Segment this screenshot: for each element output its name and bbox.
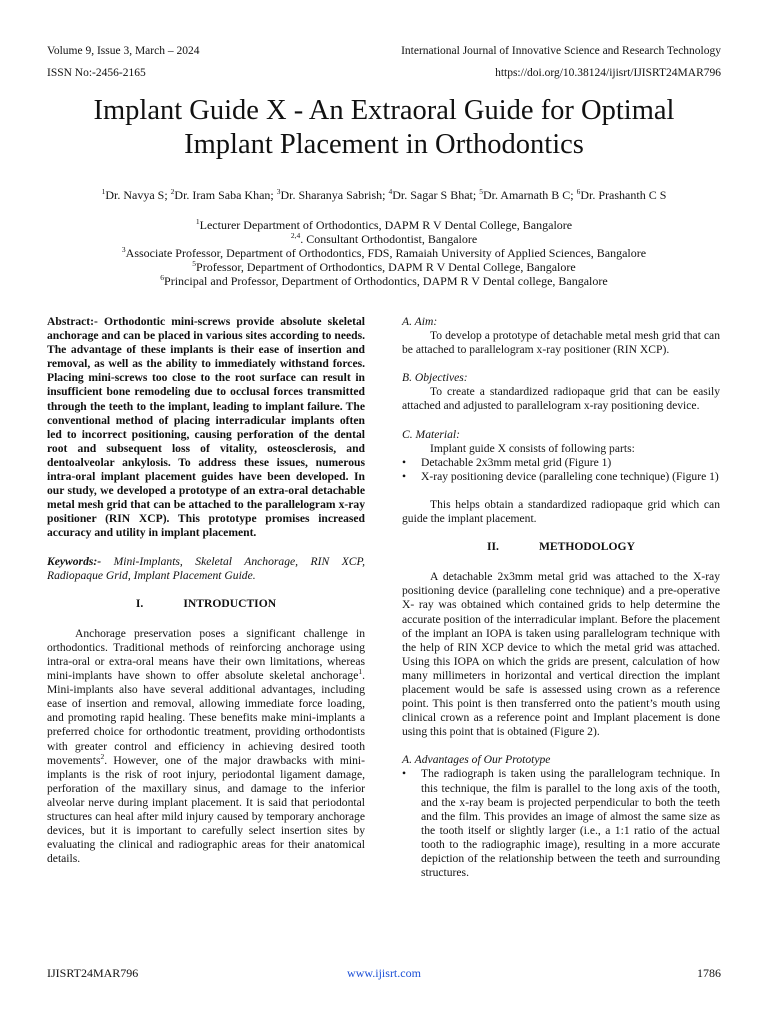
author: $^2$Dr. Iram Saba Khan;: [170, 187, 274, 202]
material-list: [402, 456, 720, 484]
subheading-objectives: B. Objectives:: [402, 371, 468, 385]
keywords-text: Mini-Implants, Skeletal Anchorage, RIN XCP, Radiopaque Grid, Implant Placement Guide.: [47, 554, 365, 582]
section-heading-methodology: II. METHODOLOGY: [487, 540, 635, 554]
affiliation: $^6$Principal and Professor, Department of Orthodontics, DAPM R V Dental college, Bangalore: [160, 273, 608, 288]
paper-title: [40, 94, 728, 162]
author: $^4$Dr. Sagar S Bhat;: [388, 187, 477, 202]
author-list: [40, 188, 728, 202]
issn: ISSN No:-2456-2165: [47, 67, 146, 79]
author: $^6$Dr. Prashanth C S: [576, 187, 667, 202]
introduction-paragraph: Anchorage preservation poses a significant challenge in orthodontics. Traditional methods of reinforcing anchorage using intra-oral or extra-oral means have their own limitations, whereas mini-implants have shown to offer absolute skeletal anchorage$^1$. Mini-implants also have several additional advantages, including ease of insertion and removal, allowing immediate force loading, and promoting rapid healing. These benefits make mini-implants a preferred choice for orthodontic treatment, providing orthodontists with greater control and efficiency in achieving desired tooth movements$^2$. However, one of the major drawbacks with mini-implants is the risk of root injury, periodontal ligament damage, perforation of the maxillary sinus, and damage to the inferior alveolar nerve during implant placement. It is said that periodontal structures can heal after mild injury caused by temporary anchorage devices, but it is important to carefully select insertion sites by evaluating the clinical and radiographic areas for their anatomical details.: [47, 626, 365, 866]
title-line-1: Implant Guide X - An Extraoral Guide for Optimal: [93, 95, 675, 126]
list-item: • Detachable 2x3mm metal grid (Figure 1): [402, 456, 720, 470]
citation: 1: [358, 667, 363, 677]
author: $^1$Dr. Navya S;: [101, 187, 168, 202]
affiliation: $^5$Professor, Department of Orthodontics, DAPM R V Dental College, Bangalore: [192, 259, 576, 274]
keywords: [47, 555, 365, 583]
title-line-2: Implant Placement in Orthodontics: [184, 129, 584, 160]
author: $^3$Dr. Sharanya Sabrish;: [276, 187, 386, 202]
list-item: • X-ray positioning device (paralleling cone technique) (Figure 1): [402, 470, 720, 484]
page-number: 1786: [697, 966, 721, 980]
volume-info: Volume 9, Issue 3, March – 2024: [47, 45, 200, 57]
subheading-advantages: A. Advantages of Our Prototype: [402, 753, 551, 767]
list-item: • The radiograph is taken using the parallelogram technique. In this technique, the film is parallel to the long axis of the tooth, and the x-ray beam is projected perpendicular to both the teeth and the film. This provides an image of almost the same size as the tooth itself or slightly larger (i.e., a 1:1 ratio of the actual tooth to the radiographic image), resulting in a more accurate depiction of the relationship between the teeth and surrounding structures.: [402, 767, 720, 880]
right-column: [402, 315, 720, 880]
affiliation: $^1$Lecturer Department of Orthodontics, DAPM R V Dental College, Bangalore: [195, 217, 573, 232]
doi-link[interactable]: https://doi.org/10.38124/ijisrt/IJISRT24MAR796: [495, 67, 721, 79]
section-heading-introduction: I. INTRODUCTION: [135, 596, 277, 610]
subheading-material: C. Material:: [402, 427, 460, 441]
advantages-list: [402, 767, 720, 880]
methodology-paragraph: A detachable 2x3mm metal grid was attached to the X-ray positioning device (paralleling cone technique) and a pre-operative X- ray was obtained which contained grids to help determine the accurate position of the interradicular implant. Before the placement of the implant an IOPA is taken using parallelogram technique with the help of RIN XCP device to which the metal grid was attached. Using this IOPA on which the grids are present, calculation of how many millimeters in horizontal and vertical direction the implant placement would be safe is assessed using crown as a reference point. This point is then transferred onto the patient’s mouth using clinical crown as a reference point and Implant placement is done using this point that is obtained (Figure 2).: [402, 570, 720, 739]
material-summary: This helps obtain a standardized radiopaque grid which can guide the implant placement.: [402, 497, 720, 526]
author: $^5$Dr. Amarnath B C;: [479, 187, 574, 202]
subheading-aim: A. Aim:: [402, 315, 438, 328]
abstract: Abstract:- Orthodontic mini-screws provide absolute skeletal anchorage and can be placed in various sites according to needs. The advantage of these implants is their ease of insertion and removal, as well as the ability to immediately withstand forces. Placing mini-screws too close to the root surface can result in insufficient bone remodeling due to occlusal forces transmitted through the teeth to the implant, leading to implant failure. The conventional method of placing interradicular implants often led to incorrect positioning, causing perforation of the dental root and subsequent loss of vitality, osteosclerosis, and dentoalveolar ankylosis. To address these issues, numerous intra-oral implant placement guides have been developed. In our study, we developed a prototype of an extra-oral detachable metal mesh grid that can be attached to the parallelogram x-ray positioner (RIN XCP). This prototype promises increased accuracy and utility in implant placement.: [47, 315, 365, 540]
journal-name: International Journal of Innovative Science and Research Technology: [401, 45, 721, 57]
affiliation: $^3$Associate Professor, Department of Orthodontics, FDS, Ramaiah University of Applied Sciences, Bangalore: [121, 245, 647, 260]
footer-code: IJISRT24MAR796: [47, 966, 139, 980]
aim-text: To develop a prototype of detachable metal mesh grid that can be attached to parallelogram x-ray positioner (RIN XCP).: [402, 329, 720, 357]
affiliation-list: [40, 218, 728, 288]
material-text: Implant guide X consists of following parts:: [430, 441, 635, 455]
citation: 2: [100, 751, 105, 761]
keywords-label: Keywords:-: [47, 554, 102, 568]
affiliation: $^{2,4}$. Consultant Orthodontist, Bangalore: [290, 231, 478, 246]
left-column: [47, 315, 365, 866]
objectives-text: To create a standardized radiopaque grid that can be easily attached and adjusted to parallelogram x-ray positioning device.: [402, 385, 720, 413]
footer-website-link[interactable]: www.ijisrt.com: [347, 966, 421, 980]
